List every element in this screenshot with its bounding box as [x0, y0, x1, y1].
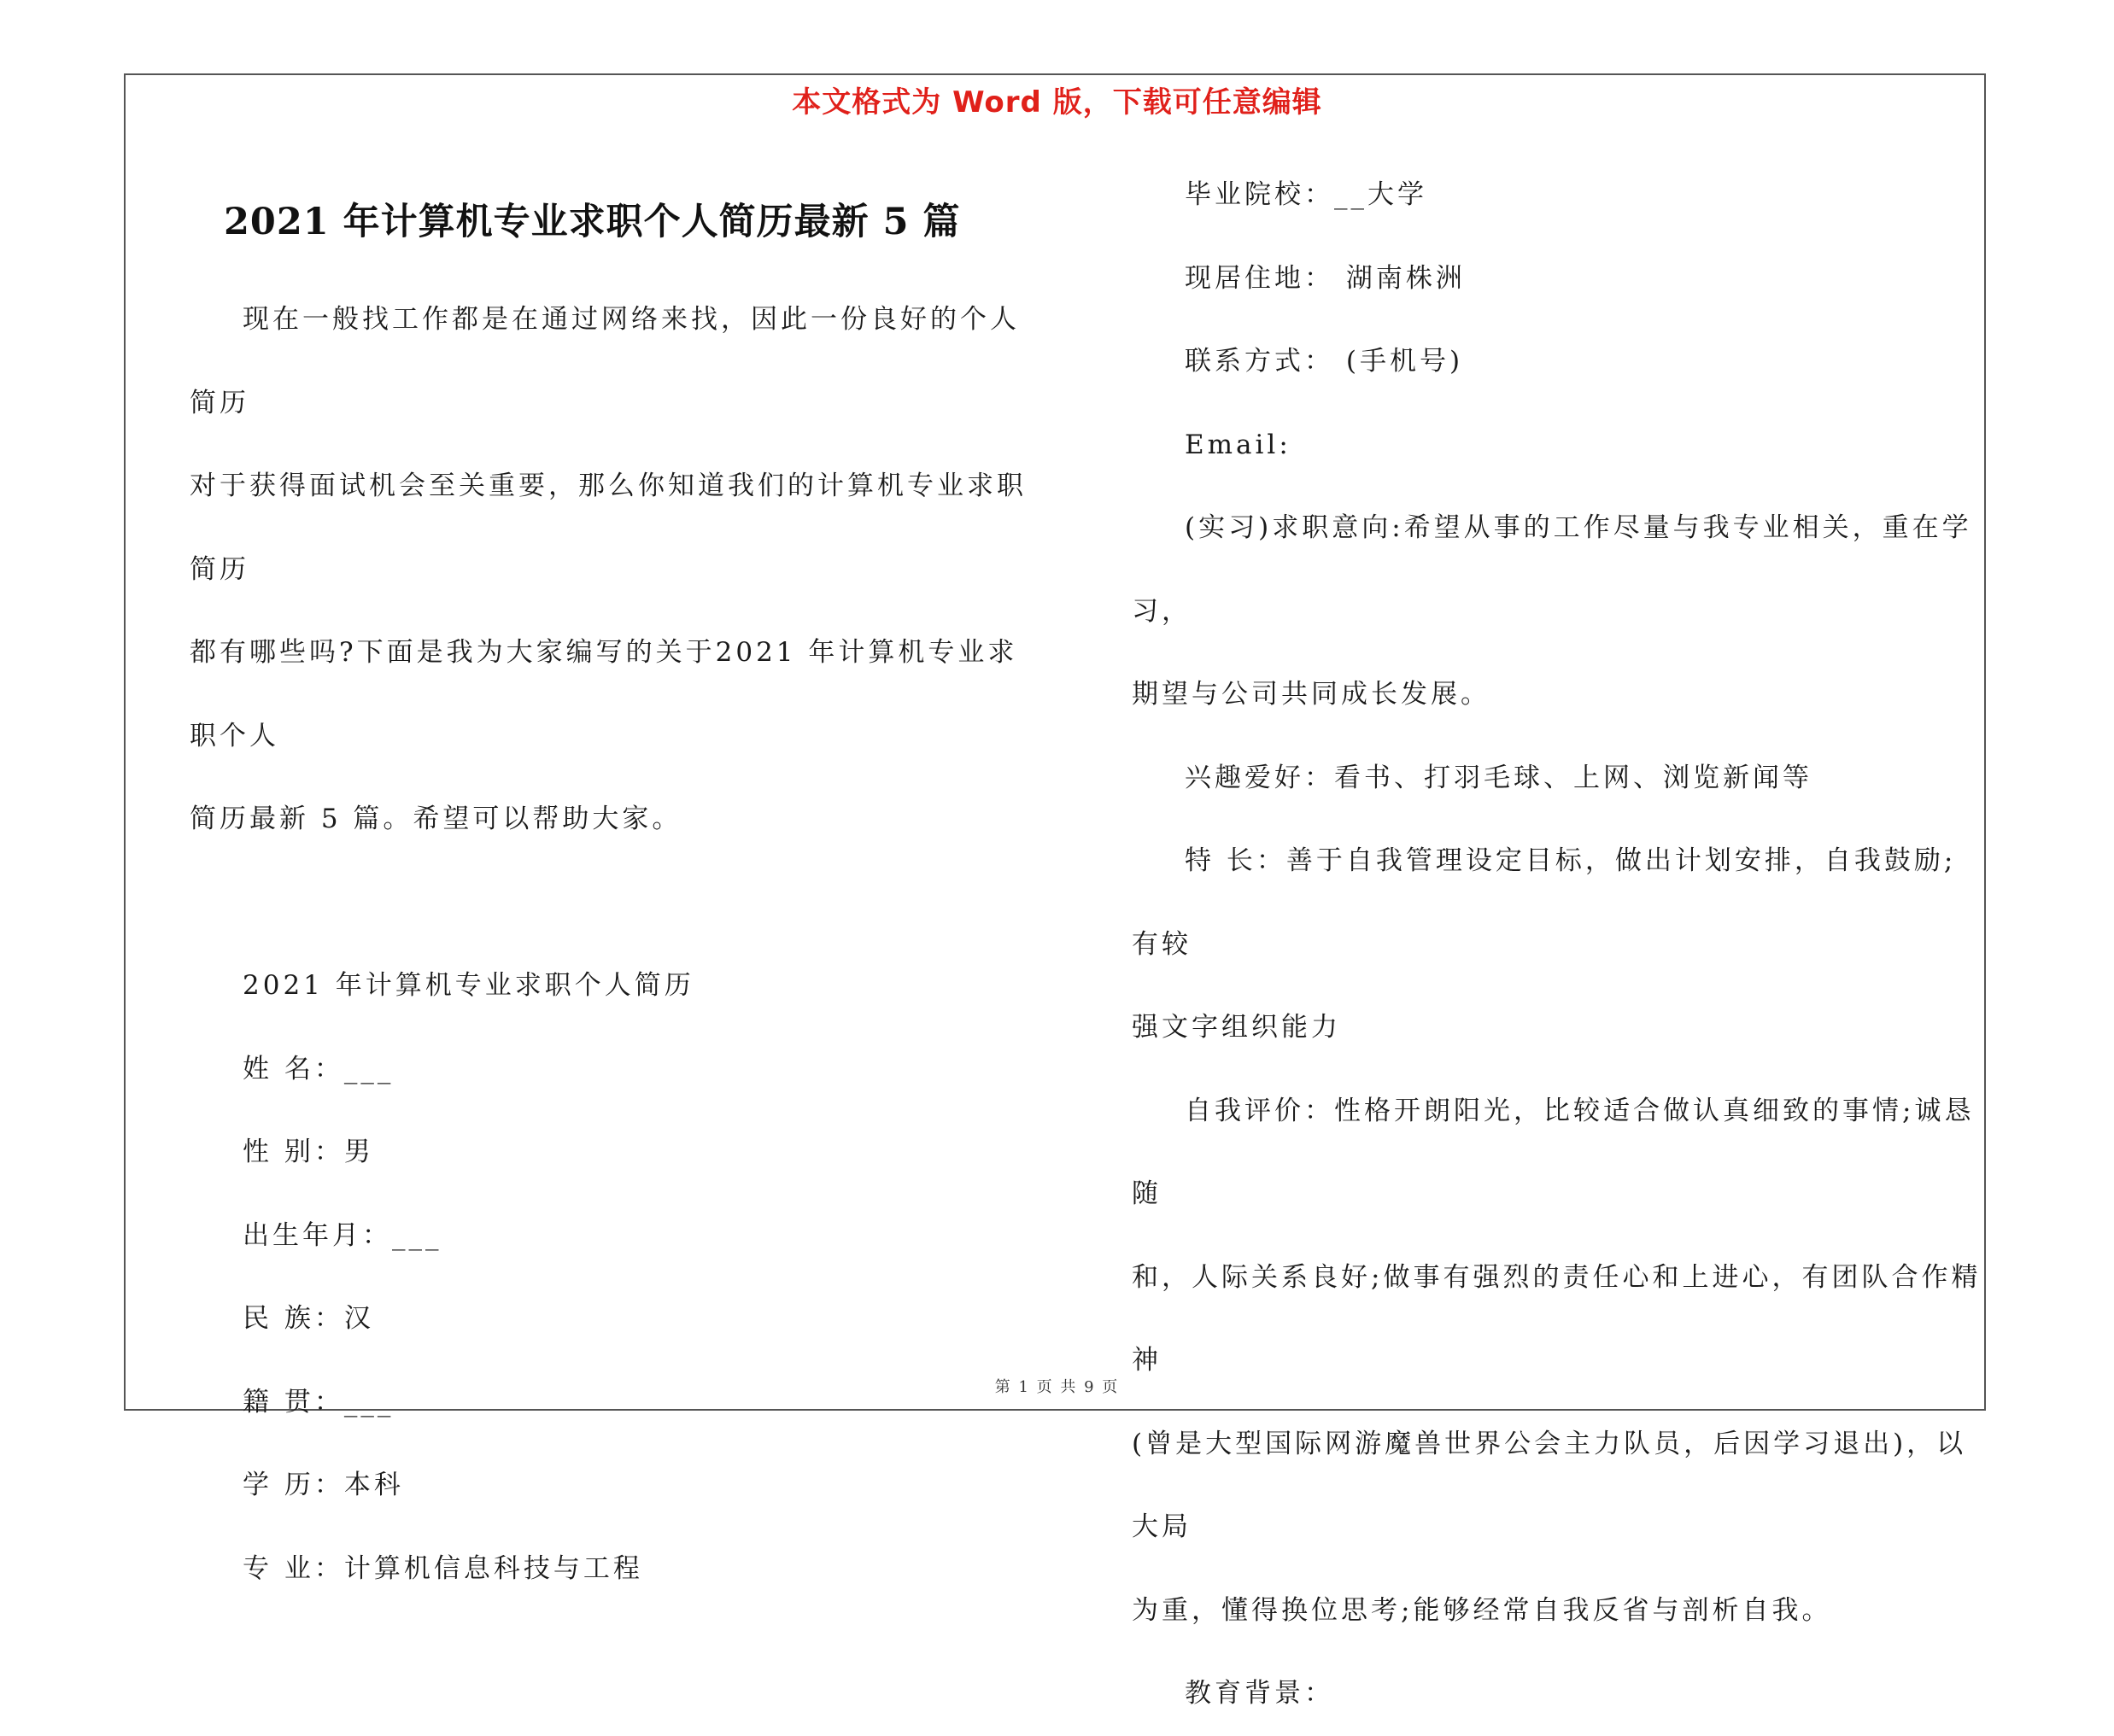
- intro-line: 现在一般找工作都是在通过网络来找，因此一份良好的个人简历: [190, 304, 1020, 418]
- field-birth: 出生年月：___: [243, 1219, 442, 1251]
- field-gender: 性 别：男: [243, 1137, 374, 1167]
- field-ethnicity: 民 族：汉: [243, 1303, 374, 1334]
- word-format-banner: 本文格式为 Word 版，下载可任意编辑: [792, 85, 1322, 120]
- objective-line: 期望与公司共同成长发展。: [1132, 679, 1490, 710]
- strengths-line: 特 长：善于自我管理设定目标，做出计划安排，自我鼓励;有较: [1132, 845, 1957, 960]
- field-email: Email:: [1185, 429, 1291, 460]
- self-eval-line: 和，人际关系良好;做事有强烈的责任心和上进心，有团队合作精神: [1132, 1261, 1982, 1376]
- objective-line: (实习)求职意向:希望从事的工作尽量与我专业相关，重在学习，: [1132, 512, 1972, 627]
- intro-line: 都有哪些吗?下面是我为大家编写的关于2021 年计算机专业求职个人: [190, 637, 1018, 751]
- right-column: [1132, 154, 1986, 1736]
- intro-line: 简历最新 5 篇。希望可以帮助大家。: [190, 804, 682, 834]
- field-major: 专 业：计算机信息科技与工程: [243, 1552, 643, 1584]
- field-name: 姓 名：___: [243, 1053, 395, 1084]
- field-residence: 现居住地： 湖南株洲: [1185, 262, 1466, 294]
- strengths-line: 强文字组织能力: [1132, 1012, 1341, 1043]
- field-contact: 联系方式： (手机号): [1185, 346, 1464, 377]
- education-background-label: 教育背景：: [1185, 1678, 1334, 1709]
- field-native-place: 籍 贯：___: [243, 1386, 395, 1417]
- field-school: 毕业院校：__大学: [1185, 179, 1427, 210]
- document-title: 2021 年计算机专业求职个人简历最新 5 篇: [224, 201, 961, 243]
- self-eval-line: 自我评价：性格开朗阳光，比较适合做认真细致的事情;诚恳随: [1132, 1095, 1975, 1209]
- intro-line: 对于获得面试机会至关重要，那么你知道我们的计算机专业求职简历: [190, 471, 1027, 585]
- self-eval-line: (曾是大型国际网游魔兽世界公会主力队员，后因学习退出)，以大局: [1132, 1428, 1967, 1542]
- field-hobbies: 兴趣爱好：看书、打羽毛球、上网、浏览新闻等: [1185, 762, 1812, 793]
- field-education: 学 历：本科: [243, 1470, 404, 1500]
- left-column: [190, 278, 1044, 1610]
- page-number: 第 1 页 共 9 页: [994, 1378, 1120, 1396]
- resume-heading: 2021 年计算机专业求职个人简历: [243, 970, 694, 1001]
- spacer: [190, 862, 1044, 945]
- self-eval-line: 为重，懂得换位思考;能够经常自我反省与剖析自我。: [1132, 1594, 1832, 1626]
